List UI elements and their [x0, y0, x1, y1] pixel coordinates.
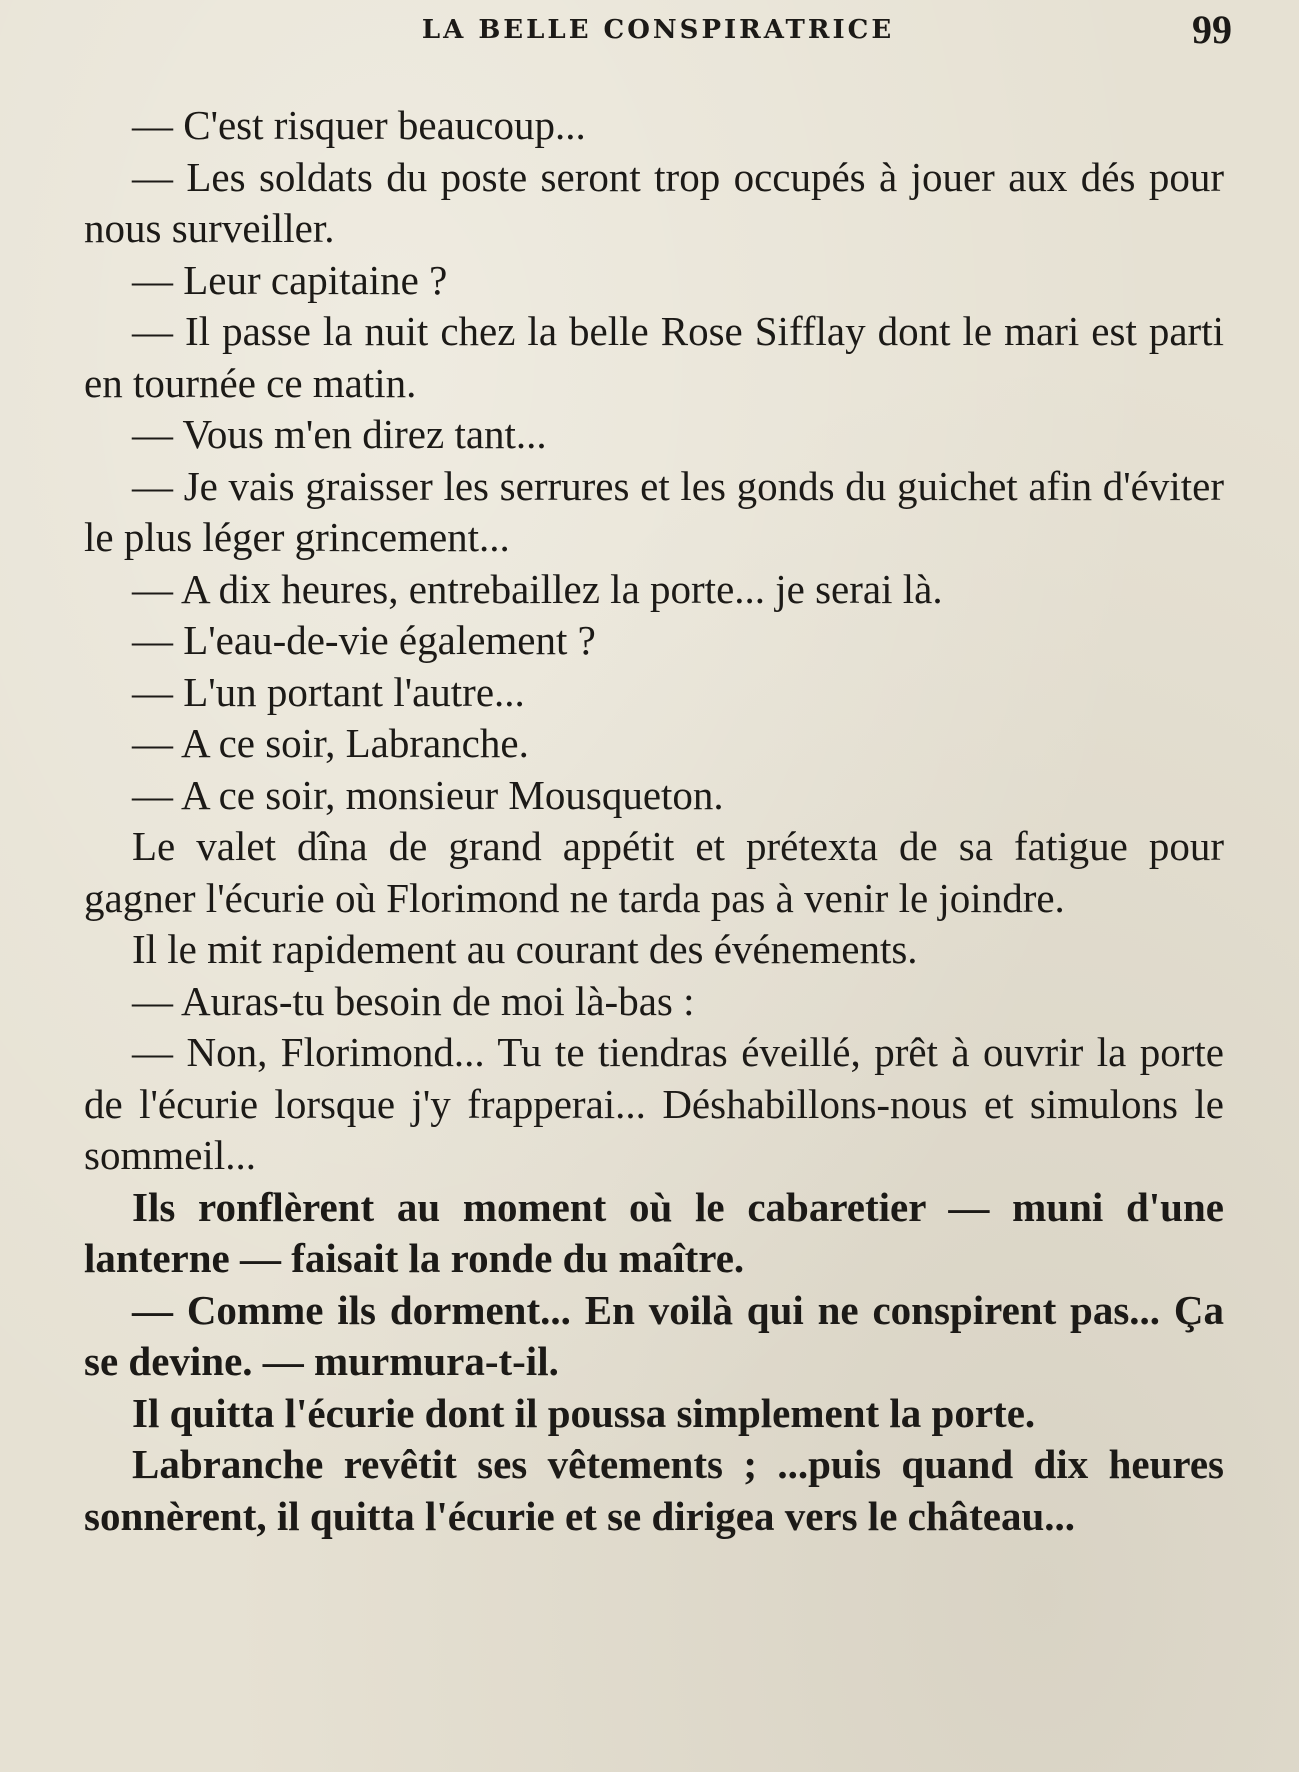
- paragraph: — L'eau-de-vie également ?: [132, 617, 596, 663]
- page-number: 99: [1192, 7, 1232, 52]
- paragraph: — Comme ils dorment... En voilà qui ne conspirent pas... Ça se devine. — murmura-t-il.: [84, 1286, 1224, 1384]
- paragraph: Ils ronflèrent au moment où le cabaretier — muni d'une lanterne — faisait la ronde du maître.: [84, 1183, 1224, 1281]
- paragraph: Il le mit rapidement au courant des événements.: [132, 926, 918, 972]
- paragraph: — L'un portant l'autre...: [132, 668, 525, 715]
- paragraph: — A ce soir, monsieur Mousqueton.: [132, 771, 724, 818]
- paragraph: — Je vais graisser les serrures et les gonds du guichet afin d'éviter le plus léger grincement...: [84, 462, 1224, 560]
- paragraph: — Leur capitaine ?: [132, 256, 448, 303]
- paragraph: — Vous m'en direz tant...: [132, 411, 547, 457]
- paragraph: — Auras-tu besoin de moi là-bas :: [132, 977, 695, 1024]
- running-head: [84, 7, 1232, 52]
- paragraph: — Les soldats du poste seront trop occupés à jouer aux dés pour nous surveiller.: [84, 153, 1224, 251]
- paragraph: — C'est risquer beaucoup...: [132, 102, 586, 148]
- running-title: LA BELLE CONSPIRATRICE: [421, 15, 895, 45]
- paragraph: — A ce soir, Labranche.: [132, 720, 529, 766]
- paragraph: — Il passe la nuit chez la belle Rose Sifflay dont le mari est parti en tournée ce matin.: [84, 308, 1224, 406]
- paragraph: — A dix heures, entrebaillez la porte... je serai là.: [132, 565, 943, 612]
- paragraph: Labranche revêtit ses vêtements ; ...puis quand dix heures sonnèrent, il quitta l'écurie et se dirigea vers le château...: [84, 1441, 1224, 1539]
- paragraph: — Non, Florimond... Tu te tiendras éveillé, prêt à ouvrir la porte de l'écurie lorsque j'y frapperai... Déshabillons-nous et simulons le sommeil...: [84, 1029, 1224, 1178]
- paragraph: Le valet dîna de grand appétit et prétexta de sa fatigue pour gagner l'écurie où Florimond ne tarda pas à venir le joindre.: [84, 823, 1224, 921]
- paragraph: Il quitta l'écurie dont il poussa simplement la porte.: [132, 1389, 1036, 1436]
- body-text: [84, 100, 1224, 1542]
